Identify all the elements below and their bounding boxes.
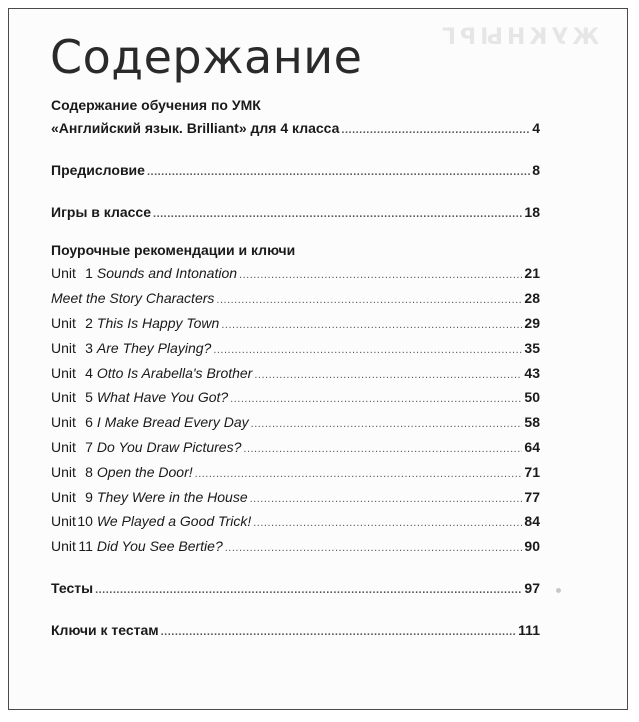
toc-entry-unit[interactable]: [51, 435, 540, 460]
toc-page-number: 64: [524, 438, 540, 455]
leader-dots: [221, 313, 522, 338]
toc-page-number: 43: [524, 364, 540, 381]
leader-dots: [147, 160, 530, 185]
unit-title: This Is Happy Town: [96, 314, 220, 331]
unit-title: We Played a Good Trick!: [96, 513, 252, 530]
toc-entry-intro-line1: Содержание обучения по УМК: [51, 97, 261, 113]
leader-dots: [153, 202, 522, 227]
toc-entry-unit[interactable]: [51, 261, 540, 286]
ink-spot: [556, 588, 561, 593]
toc-entry-label: [51, 460, 193, 485]
toc-entry-games[interactable]: [51, 200, 540, 225]
leader-dots: [225, 536, 523, 561]
unit-prefix: Unit: [51, 463, 76, 480]
lessons-heading: Поурочные рекомендации и ключи: [51, 242, 296, 259]
toc-page-number: 28: [524, 290, 540, 307]
unit-prefix: Unit: [51, 414, 76, 431]
unit-number: 10: [77, 513, 93, 530]
leader-dots: [230, 387, 522, 412]
toc-entry-label: [51, 311, 219, 336]
toc-entry-unit[interactable]: [51, 311, 540, 336]
toc-entry-unit[interactable]: [51, 410, 540, 435]
toc-entry-unit[interactable]: [51, 336, 540, 361]
toc-page-number: 50: [524, 389, 540, 406]
unit-title: Open the Door!: [96, 463, 193, 480]
toc-page-number: 8: [532, 161, 540, 178]
toc-entry-label: Игры в классе: [51, 203, 152, 220]
leader-dots: [161, 620, 517, 645]
unit-prefix: Unit: [51, 339, 76, 356]
unit-title: Do You Draw Pictures?: [96, 438, 242, 455]
toc-entry-unit[interactable]: [51, 509, 540, 534]
bleed-through-text: ЖУКНЫРГ: [437, 25, 599, 50]
unit-number: 1: [85, 265, 93, 282]
unit-prefix: Unit: [51, 314, 76, 331]
toc-entry-label: [51, 534, 223, 559]
unit-title: Are They Playing?: [96, 339, 212, 356]
leader-dots: [250, 487, 523, 512]
toc-entry-keys[interactable]: [51, 618, 540, 643]
toc-entry-preface[interactable]: [51, 158, 540, 183]
unit-number: 5: [85, 389, 93, 406]
toc-page-number: 4: [532, 120, 540, 136]
unit-title: Did You See Bertie?: [96, 538, 223, 555]
toc-entry-label: [51, 509, 251, 534]
unit-title: They Were in the House: [96, 488, 248, 505]
toc-entry-label: [51, 261, 237, 286]
table-of-contents: [51, 94, 540, 643]
unit-prefix: Unit: [51, 488, 76, 505]
unit-number: 2: [85, 314, 93, 331]
toc-entry-unit[interactable]: [51, 361, 540, 386]
unit-prefix: Unit: [51, 389, 76, 406]
toc-entry-unit[interactable]: [51, 485, 540, 510]
unit-number: 3: [85, 339, 93, 356]
unit-number: 4: [85, 364, 93, 381]
toc-entry-label: [51, 435, 241, 460]
unit-prefix: Unit: [51, 438, 76, 455]
toc-entry-label: [51, 361, 252, 386]
leader-dots: [195, 462, 523, 487]
leader-dots: [243, 437, 522, 462]
toc-page-number: 18: [524, 203, 540, 220]
unit-prefix: Unit: [51, 513, 76, 530]
toc-page-number: 77: [524, 488, 540, 505]
toc-page-number: 97: [524, 579, 540, 596]
unit-number: 11: [78, 538, 93, 555]
unit-list: [51, 261, 540, 559]
toc-page-number: 35: [524, 339, 540, 356]
leader-dots: [95, 578, 522, 603]
toc-entry-label: [51, 286, 214, 311]
toc-entry-tests[interactable]: [51, 576, 540, 601]
unit-title: Sounds and Intonation: [96, 265, 238, 282]
toc-entry-label: [51, 485, 248, 510]
toc-page-number: 71: [524, 463, 540, 480]
unit-title: Meet the Story Characters: [51, 290, 215, 307]
unit-number: 9: [85, 488, 93, 505]
unit-title: I Make Bread Every Day: [96, 414, 249, 431]
leader-dots: [216, 288, 522, 313]
toc-page-number: 111: [518, 621, 540, 638]
toc-page-number: 58: [524, 414, 540, 431]
leader-dots: [213, 338, 522, 363]
page-title: Содержание: [50, 30, 363, 84]
unit-title: What Have You Got?: [96, 389, 229, 406]
leader-dots: [254, 363, 522, 388]
unit-title: Otto Is Arabella's Brother: [96, 364, 253, 381]
toc-entry-label: Предисловие: [51, 161, 145, 178]
toc-page-number: 84: [524, 513, 540, 530]
unit-prefix: Unit: [51, 364, 76, 381]
toc-page-number: 29: [524, 314, 540, 331]
toc-page-number: 21: [524, 265, 540, 282]
toc-entry-label: Ключи к тестам: [51, 621, 159, 638]
toc-entry-label: [51, 410, 249, 435]
toc-entry-label: «Английский язык. Brilliant» для 4 класса: [51, 120, 340, 136]
unit-prefix: Unit: [51, 538, 76, 555]
toc-entry-unit[interactable]: [51, 460, 540, 485]
leader-dots: [253, 511, 522, 536]
toc-entry-label: [51, 385, 228, 410]
toc-entry-unit[interactable]: [51, 385, 540, 410]
toc-entry-label: Тесты: [51, 579, 94, 596]
leader-dots: [251, 412, 523, 437]
unit-number: 8: [85, 463, 93, 480]
toc-entry-intro[interactable]: [51, 116, 540, 141]
unit-number: 7: [85, 438, 93, 455]
leader-dots: [239, 263, 522, 288]
leader-dots: [341, 118, 530, 143]
toc-entry-label: [51, 336, 211, 361]
toc-entry-unit[interactable]: [51, 534, 540, 559]
unit-prefix: Unit: [51, 265, 76, 282]
toc-entry-unit[interactable]: [51, 286, 540, 311]
unit-number: 6: [85, 414, 93, 431]
toc-page-number: 90: [524, 538, 540, 555]
